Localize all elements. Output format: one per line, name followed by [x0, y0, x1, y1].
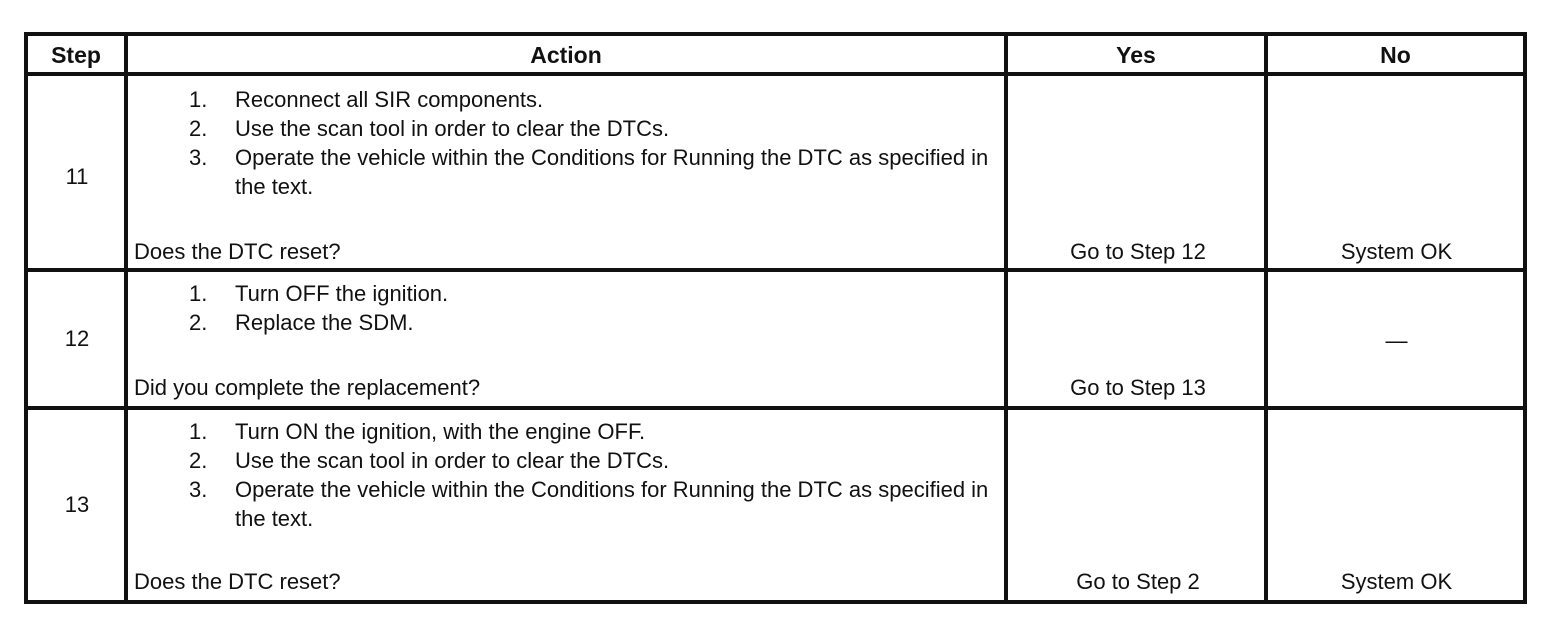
step-number: 11	[65, 164, 89, 189]
step-number: 12	[64, 326, 90, 351]
item-text: Turn ON the ignition, with the engine OFF.	[235, 419, 646, 444]
list-item	[132, 85, 995, 114]
item-number: 2.	[189, 448, 208, 473]
item-text: Operate the vehicle within the Conditions for Running the DTC as specified in the text.	[235, 477, 989, 531]
no-cell: System OK	[1340, 569, 1453, 594]
list-item	[132, 279, 448, 308]
item-number: 3.	[189, 477, 208, 502]
header-step: Step	[51, 42, 101, 68]
action-question: Did you complete the replacement?	[134, 375, 481, 400]
header-action: Action	[530, 42, 602, 68]
table-row	[28, 410, 1523, 600]
no-cell: —	[1385, 328, 1408, 353]
list-item	[132, 143, 995, 201]
item-number: 1.	[189, 419, 208, 444]
item-number: 2.	[189, 310, 208, 335]
item-number: 1.	[189, 87, 208, 112]
yes-cell: Go to Step 12	[1070, 239, 1206, 264]
action-cell	[132, 279, 1004, 403]
action-cell	[132, 85, 1004, 265]
list-item	[132, 417, 995, 446]
action-question: Does the DTC reset?	[134, 569, 341, 594]
item-number: 2.	[189, 116, 208, 141]
item-text: Replace the SDM.	[235, 310, 414, 335]
action-steps-list	[132, 85, 995, 201]
table-row	[28, 76, 1523, 268]
action-steps-list	[132, 279, 448, 337]
header-no: No	[1380, 42, 1411, 68]
list-item	[132, 446, 995, 475]
diagnostic-table	[24, 32, 1527, 604]
action-steps-list	[132, 417, 995, 533]
yes-cell: Go to Step 2	[1076, 569, 1200, 594]
table-row	[28, 272, 1523, 406]
item-text: Use the scan tool in order to clear the DTCs.	[235, 448, 670, 473]
item-number: 3.	[189, 145, 208, 170]
item-text: Use the scan tool in order to clear the DTCs.	[235, 116, 670, 141]
item-text: Operate the vehicle within the Conditions for Running the DTC as specified in the text.	[235, 145, 989, 199]
no-cell: System OK	[1340, 239, 1453, 264]
table-header	[28, 36, 1523, 76]
list-item	[132, 475, 995, 533]
header-yes: Yes	[1116, 42, 1156, 68]
item-text: Reconnect all SIR components.	[235, 87, 544, 112]
action-question: Does the DTC reset?	[134, 239, 341, 264]
list-item	[132, 114, 995, 143]
list-item	[132, 308, 448, 337]
yes-cell: Go to Step 13	[1070, 375, 1206, 400]
item-text: Turn OFF the ignition.	[235, 281, 449, 306]
item-number: 1.	[189, 281, 208, 306]
action-cell	[132, 417, 1004, 597]
step-number: 13	[64, 492, 90, 517]
